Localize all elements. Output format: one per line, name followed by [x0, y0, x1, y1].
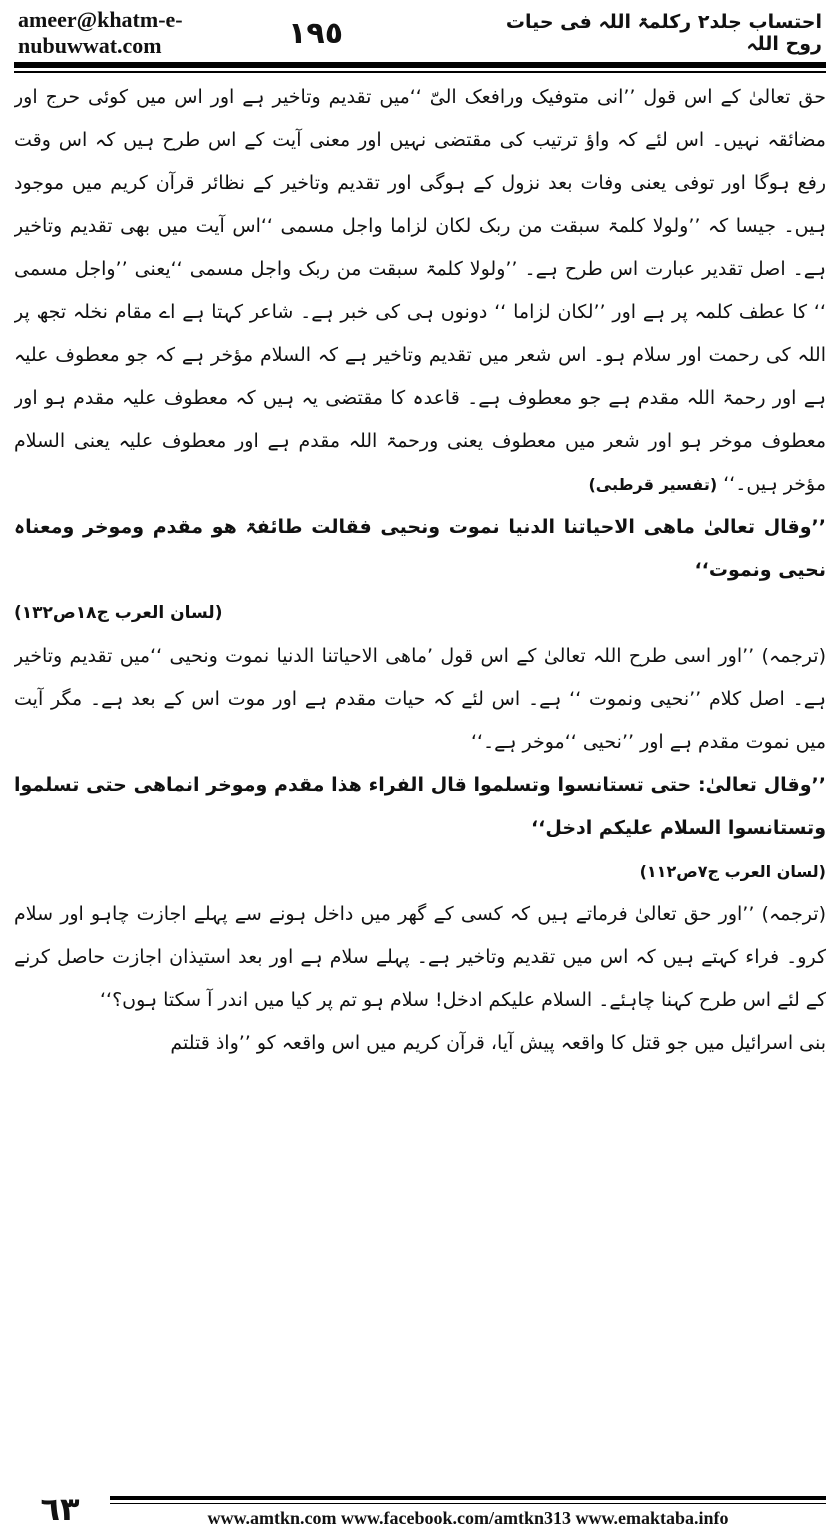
- paragraph-tafsir-text: حق تعالیٰ کے اس قول ’’انی متوفیک ورافعک الیّ ‘‘میں تقدیم وتاخیر ہے اور اس میں کوئی حرج اور مضائقہ نہیں۔ اس لئے کہ واؤ ترتیب کی مقتضی نہیں اور معنی آیت کے اس طرح ہیں کہ اس وقت رفع ہوگا اور توفی یعنی وفات بعد نزول کے ہوگی اور تقدیم وتاخیر کے نظائر قرآن کریم میں موجود ہیں۔ جیسا کہ ’’ولولا کلمۃ سبقت من ربک لکان لزاما واجل مسمی ‘‘اس آیت میں بھی تقدیم وتاخیر ہے۔ اصل تقدیر عبارت اس طرح ہے۔ ’’ولولا کلمۃ سبقت من ربک واجل مسمی ‘‘یعنی ’’واجل مسمی ‘‘ کا عطف کلمہ پر ہے اور ’’لکان لزاما ‘‘ دونوں ہی کی خبر ہے۔ شاعر کہتا ہے اے مقام نخلہ تجھ پر اللہ کی رحمت اور سلام ہو۔ اس شعر میں تقدیم وتاخیر ہے کہ السلام مؤخر ہے کہ جو معطوف علیہ ہے اور رحمۃ اللہ مقدم ہے جو معطوف ہے۔ قاعدہ کا مقتضی یہ ہیں کہ معطوف علیہ مقدم ہو اور معطوف موخر ہو اور شعر میں معطوف یعنی ورحمۃ اللہ مقدم ہے اور معطوف علیہ یعنی السلام مؤخر ہیں۔‘‘: [14, 86, 826, 495]
- header-email: ameer@khatm-e-nubuwwat.com: [18, 7, 183, 58]
- citation-tafsir-qurtubi: (تفسیر قرطبی): [588, 475, 718, 494]
- citation-lisan-2: (لسان العرب ج۷ص۱۱۲): [639, 862, 826, 881]
- header-book-title: احتساب جلد۲ رکلمۃ اللہ فی حیات روح اللہ: [505, 11, 822, 55]
- footer-page-number: ٦٣: [40, 1490, 80, 1528]
- quote-arabic-2: ’’وقال تعالیٰ: حتی تستانسوا وتسلموا قال الفراء ھذا مقدم وموخر انماھی حتی تسلموا وتستانسوا السلام علیکم ادخل‘‘: [14, 774, 826, 839]
- paragraph-tafsir: [14, 76, 826, 506]
- footer-links: www.amtkn.com www.facebook.com/amtkn313 www.emaktaba.info: [207, 1508, 729, 1528]
- header-page-number: ١٩٥: [288, 15, 344, 51]
- page-header: [18, 7, 822, 58]
- translation-2: (ترجمہ) ’’اور حق تعالیٰ فرماتے ہیں کہ کسی کے گھر میں داخل ہونے سے پہلے اجازت چاہو اور سلام کرو۔ فراء کہتے ہیں کہ اس میں تقدیم وتاخیر ہے۔ پہلے سلام ہے اور بعد استیذان اجازت حاصل کرنے کے لئے اس طرح کہنا چاہئے۔ السلام علیکم ادخل! سلام ہو تم پر کیا میں اندر آ سکتا ہوں؟‘‘: [14, 903, 826, 1011]
- header-rule-thick: [14, 62, 826, 68]
- page-body: [14, 76, 826, 1478]
- footer-rule-thick: [110, 1496, 826, 1500]
- citation-lisan-1: (لسان العرب ج۱۸ص۱۳۲): [14, 603, 223, 623]
- header-rule-thin: [14, 71, 826, 73]
- footer-rule-thin: [110, 1503, 826, 1504]
- translation-1: (ترجمہ) ’’اور اسی طرح اللہ تعالیٰ کے اس قول ’ماھی الاحیاتنا الدنیا نموت ونحیی ‘‘میں تقدیم وتاخیر ہے۔ اصل کلام ’’نحیی ونموت ‘‘ ہے۔ اس لئے کہ حیات مقدم ہے اور موت اس کے بعد ہے۔ مگر آیت میں نموت مقدم ہے اور ’’نحیی ‘‘موخر ہے۔‘‘: [14, 645, 826, 753]
- paragraph-last: بنی اسرائیل میں جو قتل کا واقعہ پیش آیا، قرآن کریم میں اس واقعہ کو ’’واذ قتلتم: [170, 1032, 826, 1054]
- quote-arabic-1: ’’وقال تعالیٰ ماھی الاحیاتنا الدنیا نموت ونحیی فقالت طائفۃ ھو مقدم وموخر ومعناہ نحیی ونموت‘‘: [14, 516, 826, 581]
